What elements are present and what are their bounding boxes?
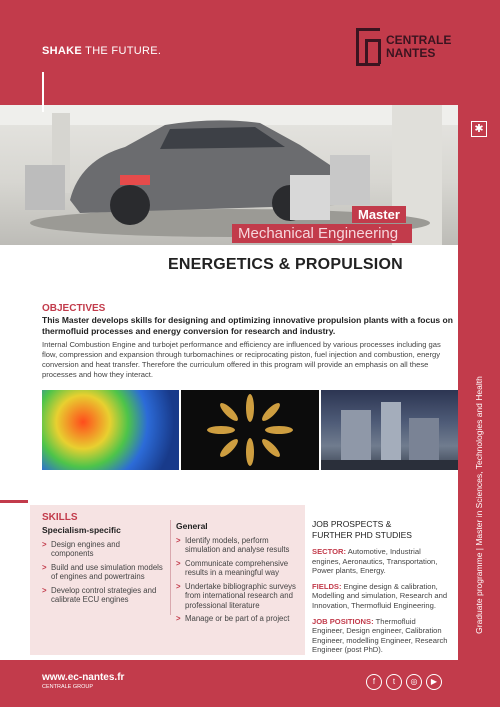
engine-lab-image (321, 390, 458, 470)
objectives-body: Internal Combustion Engine and turbojet performance and efficiency are influenced by various processes including gas flow, compression and expansion through turbomachines or reciprocating piston, fuel injection and combustion, energy conversion and heat transfer. Therefore the curriculum offered in this program will provide an emphasis on all these processes and how they interact. (42, 340, 441, 379)
specialism-column (42, 526, 164, 609)
website-link[interactable]: www.ec-nantes.fr (42, 672, 125, 683)
sector-text: SECTOR: Automotive, Industrial engines, Aeronautics, Transportation, Power plants, Energy. (312, 547, 438, 576)
facebook-icon[interactable]: f (366, 674, 382, 690)
list-item: > Identify models, perform simulation and analyse results (176, 536, 298, 555)
specialism-heading: Specialism-specific (42, 525, 121, 535)
combustion-image (181, 390, 318, 470)
positions-text: JOB POSITIONS: Thermofluid Engineer, Design engineer, Calibration Engineer, modelling Engineer, Research Engineer (post PhD). (312, 616, 448, 655)
objectives-lead: This Master develops skills for designing and optimizing innovative propulsion plants with a focus on thermofluid processes and energy conversion for research and industry. (42, 315, 453, 336)
specialty-tag: Mechanical Engineering (232, 224, 412, 243)
master-tag: Master (352, 206, 406, 223)
job-prospects (312, 519, 448, 661)
thermal-image (42, 390, 179, 470)
logo-mark-icon (356, 28, 380, 66)
skills-accent-line (0, 500, 28, 503)
list-item: > Manage or be part of a project (176, 614, 298, 624)
youtube-icon[interactable]: ▶ (426, 674, 442, 690)
slogan: SHAKE THE FUTURE. (42, 45, 162, 57)
list-item: > Communicate comprehensive results in a meaningful way (176, 559, 298, 578)
general-column (176, 522, 298, 628)
photo-strip (42, 390, 458, 470)
list-item: > Build and use simulation models of engines and powertrains (42, 563, 164, 582)
logo-line2: NANTES (386, 46, 436, 60)
skills-label: SKILLS (42, 512, 78, 523)
general-heading: General (176, 521, 208, 531)
centrale-nantes-logo[interactable] (356, 28, 451, 66)
list-item: > Undertake bibliographic surveys from international research and professional literature (176, 582, 298, 611)
accent-line (42, 72, 44, 112)
list-item: > Develop control strategies and calibrate ECU engines (42, 586, 164, 605)
side-text: Graduate programme | Master in Sciences, Technologies and Health (474, 376, 484, 634)
fields-text: FIELDS: Engine design & calibration, Modelling and simulation, Research and Innovation, Thermofluid Engineering. (312, 581, 448, 610)
twitter-icon[interactable]: t (386, 674, 402, 690)
objectives-label: OBJECTIVES (42, 303, 106, 314)
side-strip (458, 105, 500, 660)
column-divider (170, 520, 171, 615)
page-title: ENERGETICS & PROPULSION (168, 256, 403, 273)
logo-line1: CENTRALE (386, 33, 452, 47)
instagram-icon[interactable]: ◎ (406, 674, 422, 690)
list-item: > Design engines and components (42, 540, 164, 559)
social-links (366, 674, 442, 690)
jobs-heading: JOB PROSPECTS & FURTHER PHD STUDIES (312, 519, 412, 540)
asterisk-icon: ✱ (471, 121, 487, 137)
group-label: CENTRALE GROUP (42, 684, 94, 690)
